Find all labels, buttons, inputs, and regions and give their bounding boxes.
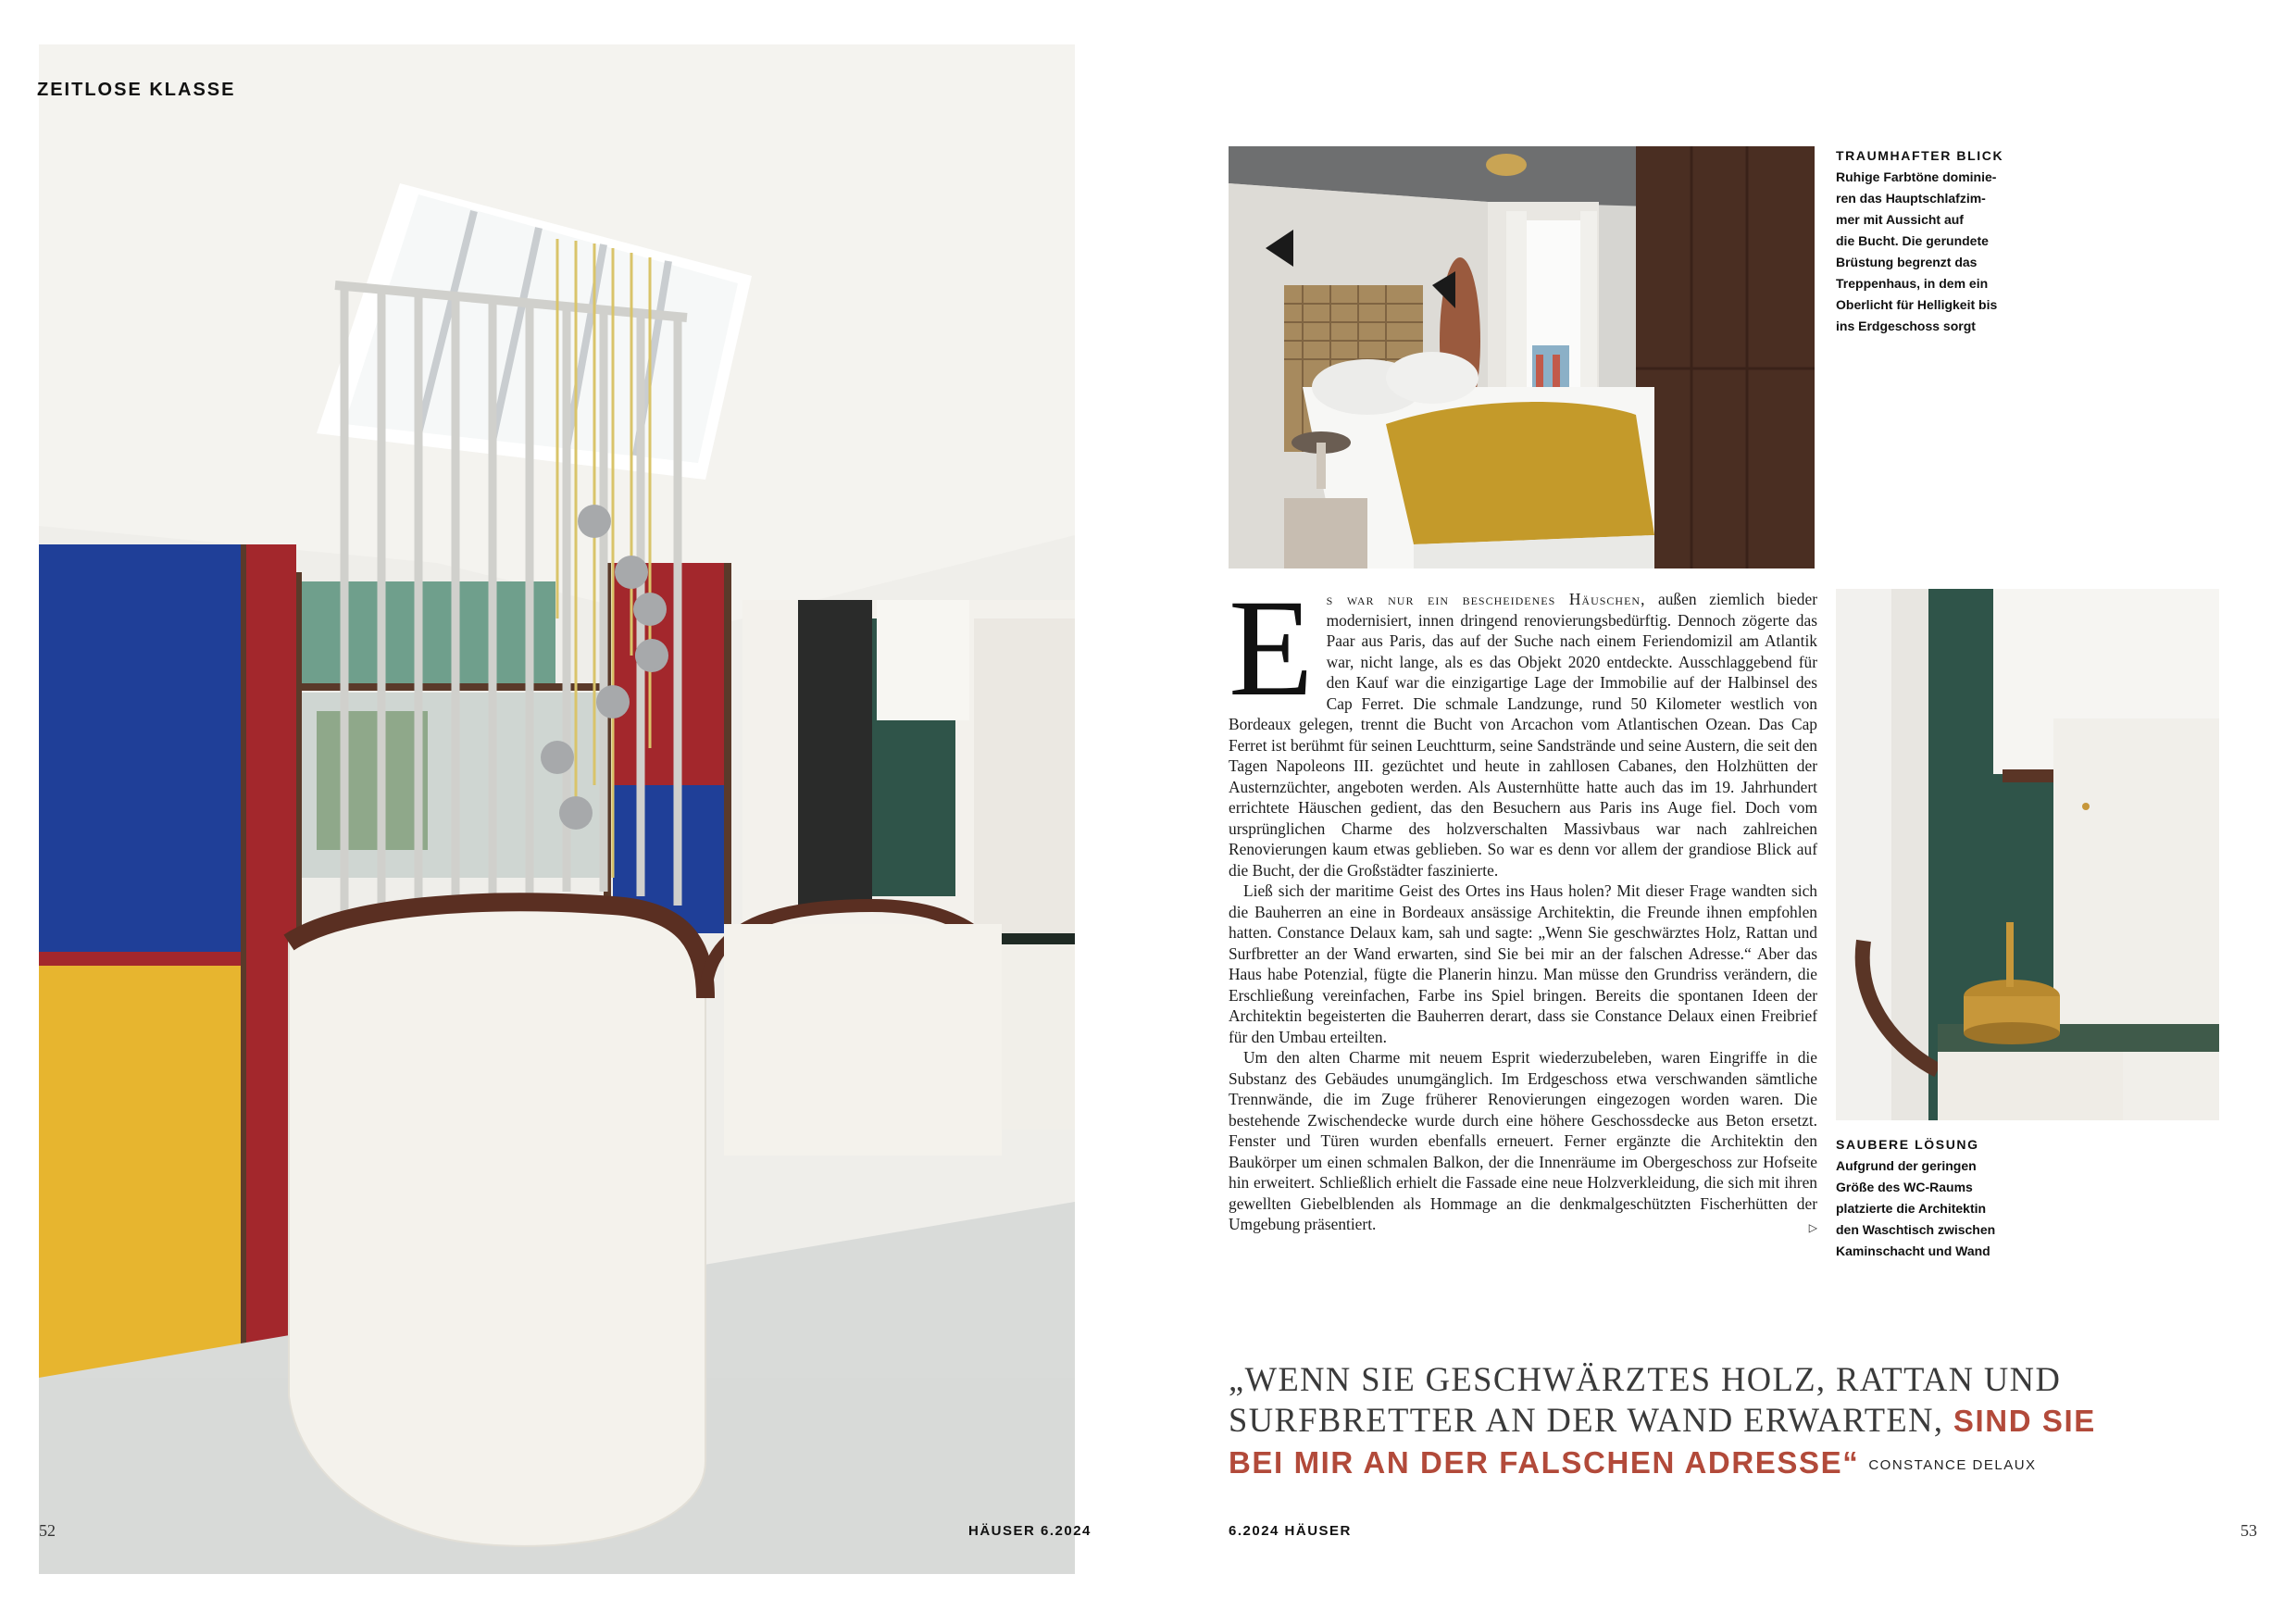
pull-quote — [1229, 1359, 2154, 1486]
section-label: ZEITLOSE KLASSE — [37, 80, 236, 100]
caption-bedroom-title: TRAUMHAFTER BLICK — [1836, 148, 2004, 163]
article-paragraph-3-text: Um den alten Charme mit neuem Esprit wiederzubeleben, waren Eingriffe in die Substanz des Gebäudes unumgänglich. Im Erdgeschoss etwa verschwanden sämtliche Trennwände, die im Zuge früherer Renovierungen eingezogen worden waren. Die bestehende Zwischendecke wurde durch eine höhere Geschossdecke aus Beton ersetzt. Fenster und Türen wurden ebenfalls erneuert. Ferner ergänzte die Architektin den Baukörper um einen schmalen Balkon, der die Innenräume im Obergeschoss zur Hofseite hin erweitert. Schließlich erhielt die Fassade eine neue Holzverkleidung, die sich mit ihren gewellten Giebelblenden als Hommage an die denkmalgeschützten Fischerhütten der Umgebung präsentiert. — [1229, 1048, 1817, 1233]
continue-arrow-icon: ▷ — [1808, 1221, 1817, 1234]
article-paragraph-1 — [1229, 571, 1817, 881]
caption-wc-title: SAUBERE LÖSUNG — [1836, 1137, 1979, 1152]
page-number-right: 53 — [2240, 1521, 2257, 1540]
caption-wc-text: Aufgrund der geringen Größe des WC-Raums platzierte die Architektin den Waschtisch zwischen Kaminschacht und Wand — [1836, 1158, 1996, 1258]
article-paragraph-3 — [1229, 1047, 1817, 1235]
wc-photo — [1836, 589, 2219, 1120]
footer-magazine-left: HÄUSER 6.2024 — [968, 1523, 1092, 1539]
pull-quote-attribution: CONSTANCE DELAUX — [1868, 1457, 2037, 1473]
caption-wc — [1836, 1137, 2058, 1262]
pull-quote-highlight: SIND SIE BEI MIR AN DER FALSCHEN ADRESSE“ — [1229, 1404, 2096, 1480]
bedroom-photo — [1229, 146, 1815, 568]
footer-magazine-right: 6.2024 HÄUSER — [1229, 1523, 1352, 1539]
article-paragraph-1-text: außen ziemlich bieder modernisiert, innen dringend renovierungsbedürftig. Dennoch zögerte das Paar aus Paris, das auf der Suche nach einem Feriendomizil am Atlantik war, nicht lange, als es das Objekt 2020 entdeckte. Ausschlaggebend für den Kauf war die einzigartige Lage der Immobilie auf der Halbinsel des Cap Ferret. Die schmale Landzunge, rund 50 Kilometer westlich von Bordeaux gelegen, trennt die Bucht von Arcachon vom Atlantischen Ozean. Das Cap Ferret ist berühmt für seinen Leuchtturm, seine Sandstrände und seine Austern, die seit den Tagen Napoleons III. gezüchtet und heute in zahllosen Cabanes, den Holzhütten der Austernzüchter, angeboten werden. Als Austernhütte hatte auch das im 19. Jahrhundert errichtete Häuschen gedient, das den Besuchern aus Paris ins Auge fiel. Doch vom ursprünglichen Charme des holzverschalten Massivbaus war nach zahlreichen Renovierungen kaum etwas geblieben. So war es denn vor allem der grandiose Blick auf die Bucht, der die Großstädter faszinierte. — [1229, 590, 1817, 880]
staircase-photo — [39, 44, 1075, 1574]
caption-bedroom-text: Ruhige Farbtöne dominie- ren das Hauptschlafzim- mer mit Aussicht auf die Bucht. Die gerundete Brüstung begrenzt das Treppenhaus, in dem ein Oberlicht für Helligkeit bis ins Erdgeschoss sorgt — [1836, 169, 1998, 333]
drop-cap: E — [1229, 571, 1314, 725]
article-paragraph-2: Ließ sich der maritime Geist des Ortes ins Haus holen? Mit dieser Frage wandten sich die Bauherren an eine in Bordeaux ansässige Architektin, die Freunde ihnen empfohlen hatten. Constance Delaux kam, sah und sagte: „Wenn Sie geschwärztes Holz, Rattan und Surfbretter an der Wand erwarten, sind Sie bei mir an der falschen Adresse.“ Aber das Haus habe Potenzial, fügte die Planerin hinzu. Man müsse den Grundriss verändern, die Erschließung vereinfachen, Farbe ins Spiel bringen. Bereits die spontanen Ideen der Architektin begeisterten die Bauherren derart, dass sie Constance Delaux einen Freibrief für den Umbau erteilten. — [1229, 881, 1817, 1046]
article-lead: s war nur ein bescheidenes Häuschen, — [1326, 590, 1646, 608]
pull-quote-part1: „WENN SIE GESCHWÄRZTES HOLZ, RATTAN UND SURFBRETTER AN DER WAND ERWARTEN, — [1229, 1360, 2062, 1439]
caption-bedroom — [1836, 148, 2058, 337]
page-number-left: 52 — [39, 1521, 56, 1540]
article-body — [1229, 571, 1817, 1274]
